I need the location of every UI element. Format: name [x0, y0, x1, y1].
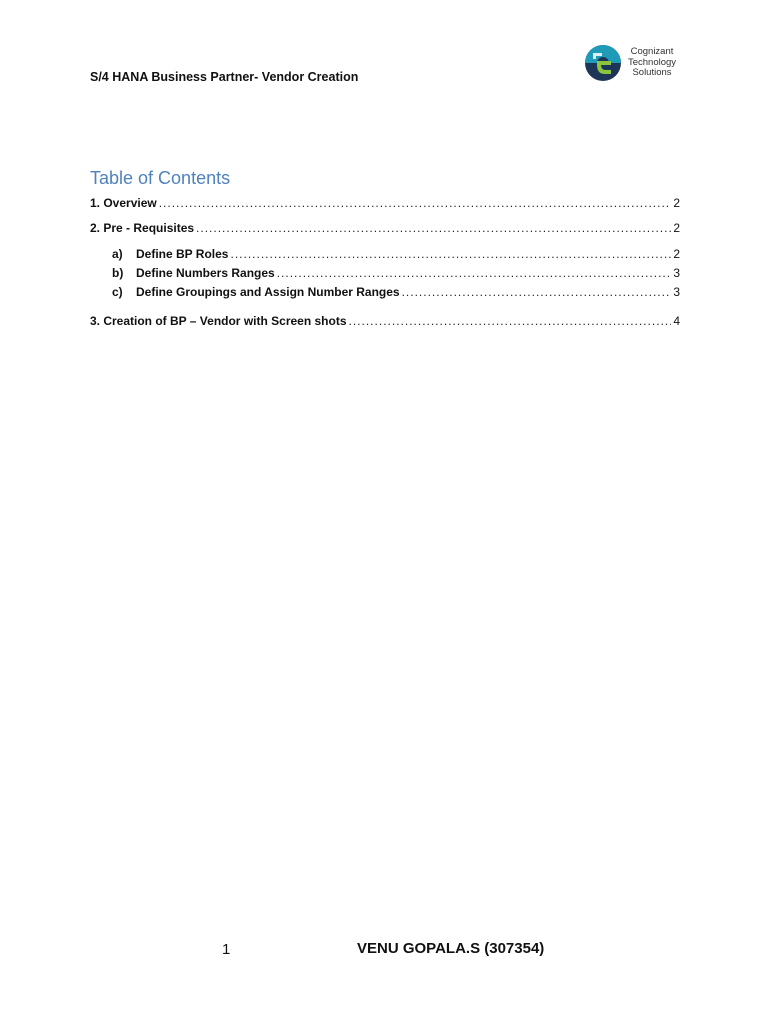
toc-leader-dots [349, 313, 672, 329]
toc-entry-label: Define BP Roles [136, 247, 229, 261]
toc-entry-page: 3 [673, 285, 680, 299]
toc-entry-page: 4 [673, 314, 680, 328]
toc-leader-dots [230, 246, 671, 262]
toc-entry-page: 3 [673, 266, 680, 280]
toc-leader-dots [196, 220, 671, 236]
logo-line-2: Technology [627, 56, 677, 68]
toc-entry-define-bp-roles[interactable] [112, 246, 680, 262]
toc-entry-label: Define Groupings and Assign Number Ranges [136, 285, 400, 299]
toc-entry-label: 1. Overview [90, 196, 157, 210]
toc-entry-marker: c) [112, 285, 123, 299]
toc-entry-define-number-ranges[interactable] [112, 265, 680, 281]
toc-entry-label: Define Numbers Ranges [136, 266, 275, 280]
footer-author: VENU GOPALA.S (307354) [357, 940, 545, 957]
toc-entry-page: 2 [673, 247, 680, 261]
toc-entry-marker: a) [112, 247, 123, 261]
toc-entry-page: 2 [673, 196, 680, 210]
company-logo [584, 44, 680, 86]
logo-line-3: Solutions [632, 67, 672, 78]
toc-entry-overview[interactable] [90, 195, 680, 211]
document-header-title: S/4 HANA Business Partner- Vendor Creation [90, 70, 359, 84]
toc-entry-marker: b) [112, 266, 124, 280]
toc-heading: Table of Contents [90, 168, 231, 188]
toc-entry-label: 3. Creation of BP – Vendor with Screen shots [90, 314, 347, 328]
toc-entry-label: 2. Pre - Requisites [90, 221, 195, 235]
toc-entry-prerequisites[interactable] [90, 220, 680, 236]
toc-leader-dots [402, 284, 672, 300]
toc-entry-define-groupings[interactable] [112, 284, 680, 300]
logo-text [624, 47, 680, 79]
toc-entry-creation-of-bp[interactable] [90, 313, 680, 329]
toc-leader-dots [277, 265, 672, 281]
footer-page-number: 1 [222, 941, 231, 958]
cognizant-logo-icon [584, 44, 622, 82]
toc-leader-dots [159, 195, 672, 211]
toc-entry-page: 2 [673, 221, 680, 235]
logo-line-1: Cognizant [630, 46, 674, 57]
